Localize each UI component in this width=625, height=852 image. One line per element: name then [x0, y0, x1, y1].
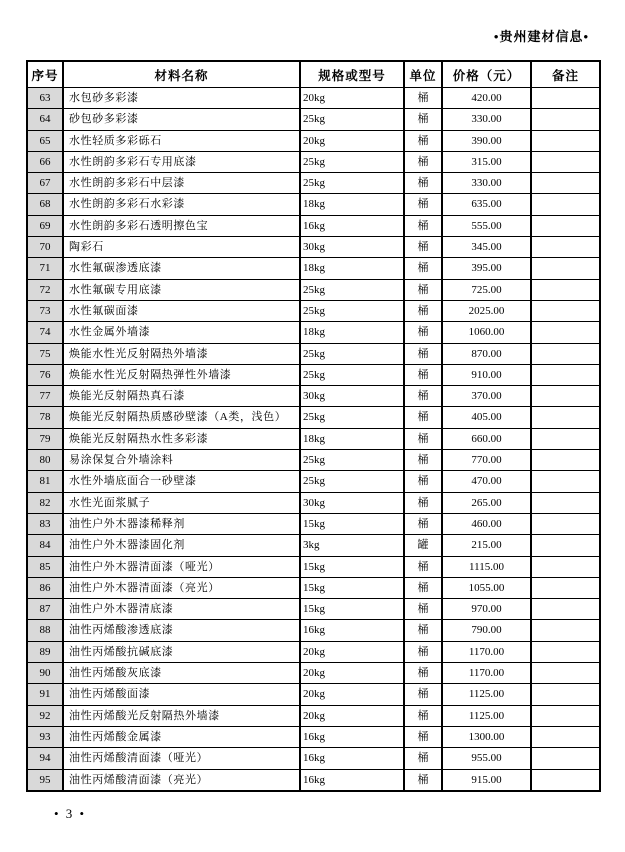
cell-no: 79: [27, 428, 63, 449]
cell-unit: 桶: [404, 684, 442, 705]
cell-spec: 15kg: [300, 577, 404, 598]
cell-name: 焕能光反射隔热水性多彩漆: [63, 428, 300, 449]
cell-no: 68: [27, 194, 63, 215]
cell-unit: 桶: [404, 428, 442, 449]
cell-note: [531, 492, 600, 513]
cell-name: 水性轻质多彩砾石: [63, 130, 300, 151]
cell-spec: 16kg: [300, 769, 404, 791]
cell-name: 水性朗韵多彩石专用底漆: [63, 151, 300, 172]
materials-price-table: [26, 60, 601, 792]
cell-unit: 桶: [404, 577, 442, 598]
cell-no: 78: [27, 407, 63, 428]
cell-no: 76: [27, 364, 63, 385]
cell-price: 1300.00: [442, 726, 531, 747]
cell-price: 635.00: [442, 194, 531, 215]
table-row: [27, 322, 600, 343]
cell-unit: 桶: [404, 513, 442, 534]
cell-unit: 桶: [404, 663, 442, 684]
cell-no: 89: [27, 641, 63, 662]
cell-no: 94: [27, 748, 63, 769]
table-row: [27, 364, 600, 385]
cell-note: [531, 535, 600, 556]
cell-name: 水性氟碳渗透底漆: [63, 258, 300, 279]
table-row: [27, 492, 600, 513]
cell-spec: 15kg: [300, 599, 404, 620]
cell-unit: 桶: [404, 109, 442, 130]
cell-name: 水性氟碳面漆: [63, 300, 300, 321]
masthead-title: •贵州建材信息•: [493, 29, 589, 44]
cell-note: [531, 556, 600, 577]
cell-note: [531, 300, 600, 321]
cell-name: 油性户外木器漆稀释剂: [63, 513, 300, 534]
cell-note: [531, 471, 600, 492]
table-row: [27, 450, 600, 471]
cell-no: 74: [27, 322, 63, 343]
cell-price: 315.00: [442, 151, 531, 172]
table-row: [27, 407, 600, 428]
cell-note: [531, 705, 600, 726]
cell-unit: 桶: [404, 88, 442, 109]
cell-note: [531, 748, 600, 769]
table-row: [27, 109, 600, 130]
cell-no: 87: [27, 599, 63, 620]
table-body: [27, 88, 600, 791]
cell-price: 1125.00: [442, 684, 531, 705]
cell-note: [531, 599, 600, 620]
cell-price: 1125.00: [442, 705, 531, 726]
cell-unit: 桶: [404, 173, 442, 194]
cell-name: 水性朗韵多彩石中层漆: [63, 173, 300, 194]
cell-spec: 20kg: [300, 130, 404, 151]
cell-spec: 25kg: [300, 364, 404, 385]
cell-spec: 25kg: [300, 279, 404, 300]
cell-name: 油性丙烯酸清面漆（亮光）: [63, 769, 300, 791]
cell-name: 油性户外木器清面漆（哑光）: [63, 556, 300, 577]
cell-price: 395.00: [442, 258, 531, 279]
table-row: [27, 215, 600, 236]
table-row: [27, 513, 600, 534]
cell-price: 420.00: [442, 88, 531, 109]
page-number: • 3 •: [54, 806, 87, 821]
cell-name: 油性户外木器清面漆（亮光）: [63, 577, 300, 598]
cell-unit: 桶: [404, 705, 442, 726]
table-row: [27, 173, 600, 194]
cell-price: 870.00: [442, 343, 531, 364]
cell-unit: 桶: [404, 343, 442, 364]
cell-name: 水性朗韵多彩石水彩漆: [63, 194, 300, 215]
cell-note: [531, 663, 600, 684]
cell-spec: 25kg: [300, 300, 404, 321]
cell-no: 82: [27, 492, 63, 513]
cell-note: [531, 726, 600, 747]
cell-spec: 25kg: [300, 151, 404, 172]
cell-note: [531, 343, 600, 364]
table-row: [27, 599, 600, 620]
table-row: [27, 471, 600, 492]
cell-no: 86: [27, 577, 63, 598]
cell-price: 910.00: [442, 364, 531, 385]
table-row: [27, 620, 600, 641]
cell-unit: 桶: [404, 726, 442, 747]
cell-price: 265.00: [442, 492, 531, 513]
cell-unit: 桶: [404, 492, 442, 513]
cell-unit: 桶: [404, 620, 442, 641]
table-row: [27, 258, 600, 279]
table-row: [27, 300, 600, 321]
cell-note: [531, 407, 600, 428]
cell-spec: 16kg: [300, 215, 404, 236]
cell-spec: 15kg: [300, 513, 404, 534]
cell-unit: 桶: [404, 556, 442, 577]
col-header-price: 价格（元）: [442, 61, 531, 88]
cell-price: 1115.00: [442, 556, 531, 577]
cell-spec: 18kg: [300, 194, 404, 215]
table-row: [27, 641, 600, 662]
cell-spec: 18kg: [300, 322, 404, 343]
col-header-note: 备注: [531, 61, 600, 88]
cell-no: 91: [27, 684, 63, 705]
table-row: [27, 684, 600, 705]
cell-price: 1060.00: [442, 322, 531, 343]
cell-name: 水性光面浆腻子: [63, 492, 300, 513]
cell-name: 焕能光反射隔热真石漆: [63, 386, 300, 407]
col-header-spec: 规格或型号: [300, 61, 404, 88]
cell-spec: 16kg: [300, 726, 404, 747]
cell-note: [531, 194, 600, 215]
cell-name: 水性外墙底面合一砂壁漆: [63, 471, 300, 492]
cell-price: 405.00: [442, 407, 531, 428]
cell-no: 90: [27, 663, 63, 684]
cell-price: 1170.00: [442, 641, 531, 662]
cell-note: [531, 237, 600, 258]
cell-price: 330.00: [442, 173, 531, 194]
cell-unit: 桶: [404, 215, 442, 236]
cell-spec: 20kg: [300, 663, 404, 684]
table-row: [27, 386, 600, 407]
cell-price: 955.00: [442, 748, 531, 769]
table-row: [27, 428, 600, 449]
cell-note: [531, 450, 600, 471]
cell-no: 95: [27, 769, 63, 791]
cell-name: 水性朗韵多彩石透明擦色宝: [63, 215, 300, 236]
cell-note: [531, 258, 600, 279]
cell-note: [531, 364, 600, 385]
table-row: [27, 748, 600, 769]
cell-price: 370.00: [442, 386, 531, 407]
table-row: [27, 279, 600, 300]
cell-unit: 桶: [404, 599, 442, 620]
cell-unit: 桶: [404, 300, 442, 321]
cell-no: 70: [27, 237, 63, 258]
cell-unit: 桶: [404, 769, 442, 791]
cell-unit: 桶: [404, 130, 442, 151]
cell-no: 85: [27, 556, 63, 577]
cell-spec: 25kg: [300, 450, 404, 471]
cell-price: 725.00: [442, 279, 531, 300]
header-row: [27, 61, 600, 88]
table-row: [27, 194, 600, 215]
cell-unit: 桶: [404, 364, 442, 385]
cell-name: 陶彩石: [63, 237, 300, 258]
cell-name: 焕能水性光反射隔热弹性外墙漆: [63, 364, 300, 385]
cell-note: [531, 109, 600, 130]
cell-name: 油性丙烯酸清面漆（哑光）: [63, 748, 300, 769]
cell-no: 88: [27, 620, 63, 641]
table-row: [27, 130, 600, 151]
cell-no: 92: [27, 705, 63, 726]
cell-spec: 25kg: [300, 343, 404, 364]
cell-no: 66: [27, 151, 63, 172]
cell-spec: 18kg: [300, 428, 404, 449]
cell-no: 93: [27, 726, 63, 747]
cell-unit: 桶: [404, 641, 442, 662]
cell-no: 64: [27, 109, 63, 130]
cell-no: 67: [27, 173, 63, 194]
cell-name: 砂包砂多彩漆: [63, 109, 300, 130]
cell-price: 460.00: [442, 513, 531, 534]
cell-unit: 桶: [404, 748, 442, 769]
cell-no: 69: [27, 215, 63, 236]
cell-spec: 15kg: [300, 556, 404, 577]
cell-spec: 25kg: [300, 471, 404, 492]
cell-no: 72: [27, 279, 63, 300]
cell-no: 80: [27, 450, 63, 471]
cell-note: [531, 151, 600, 172]
cell-spec: 30kg: [300, 492, 404, 513]
cell-note: [531, 130, 600, 151]
cell-price: 555.00: [442, 215, 531, 236]
cell-spec: 30kg: [300, 237, 404, 258]
cell-note: [531, 513, 600, 534]
table-row: [27, 663, 600, 684]
cell-name: 水性金属外墙漆: [63, 322, 300, 343]
cell-price: 2025.00: [442, 300, 531, 321]
cell-price: 660.00: [442, 428, 531, 449]
cell-no: 81: [27, 471, 63, 492]
cell-price: 470.00: [442, 471, 531, 492]
cell-price: 1170.00: [442, 663, 531, 684]
cell-name: 油性丙烯酸光反射隔热外墙漆: [63, 705, 300, 726]
cell-note: [531, 173, 600, 194]
cell-name: 油性丙烯酸灰底漆: [63, 663, 300, 684]
cell-no: 83: [27, 513, 63, 534]
table-row: [27, 343, 600, 364]
cell-unit: 桶: [404, 471, 442, 492]
cell-note: [531, 684, 600, 705]
cell-no: 65: [27, 130, 63, 151]
cell-note: [531, 620, 600, 641]
cell-price: 390.00: [442, 130, 531, 151]
cell-spec: 25kg: [300, 173, 404, 194]
cell-price: 790.00: [442, 620, 531, 641]
table-row: [27, 151, 600, 172]
table-row: [27, 769, 600, 791]
cell-name: 油性丙烯酸渗透底漆: [63, 620, 300, 641]
cell-spec: 16kg: [300, 620, 404, 641]
cell-unit: 桶: [404, 450, 442, 471]
cell-spec: 20kg: [300, 684, 404, 705]
cell-spec: 16kg: [300, 748, 404, 769]
cell-name: 油性户外木器漆固化剂: [63, 535, 300, 556]
table-row: [27, 88, 600, 109]
cell-unit: 桶: [404, 407, 442, 428]
cell-spec: 20kg: [300, 641, 404, 662]
cell-unit: 桶: [404, 279, 442, 300]
cell-name: 水性氟碳专用底漆: [63, 279, 300, 300]
table-header: [27, 61, 600, 88]
cell-note: [531, 641, 600, 662]
cell-spec: 3kg: [300, 535, 404, 556]
cell-unit: 桶: [404, 258, 442, 279]
cell-price: 770.00: [442, 450, 531, 471]
cell-unit: 桶: [404, 237, 442, 258]
col-header-no: 序号: [27, 61, 63, 88]
cell-spec: 30kg: [300, 386, 404, 407]
cell-unit: 桶: [404, 322, 442, 343]
cell-note: [531, 428, 600, 449]
cell-name: 水包砂多彩漆: [63, 88, 300, 109]
cell-unit: 罐: [404, 535, 442, 556]
cell-name: 油性丙烯酸抗碱底漆: [63, 641, 300, 662]
cell-spec: 25kg: [300, 109, 404, 130]
cell-no: 63: [27, 88, 63, 109]
cell-note: [531, 769, 600, 791]
cell-note: [531, 577, 600, 598]
table-row: [27, 237, 600, 258]
cell-note: [531, 279, 600, 300]
cell-price: 915.00: [442, 769, 531, 791]
cell-no: 75: [27, 343, 63, 364]
cell-no: 73: [27, 300, 63, 321]
cell-price: 1055.00: [442, 577, 531, 598]
table-row: [27, 726, 600, 747]
cell-spec: 20kg: [300, 705, 404, 726]
table-row: [27, 577, 600, 598]
cell-note: [531, 386, 600, 407]
table-row: [27, 705, 600, 726]
cell-price: 215.00: [442, 535, 531, 556]
cell-spec: 25kg: [300, 407, 404, 428]
cell-unit: 桶: [404, 386, 442, 407]
cell-no: 71: [27, 258, 63, 279]
cell-name: 焕能水性光反射隔热外墙漆: [63, 343, 300, 364]
cell-no: 77: [27, 386, 63, 407]
col-header-name: 材料名称: [63, 61, 300, 88]
cell-name: 油性丙烯酸面漆: [63, 684, 300, 705]
cell-price: 345.00: [442, 237, 531, 258]
cell-name: 油性户外木器清底漆: [63, 599, 300, 620]
cell-note: [531, 215, 600, 236]
cell-note: [531, 88, 600, 109]
cell-name: 易涂保复合外墙涂料: [63, 450, 300, 471]
cell-unit: 桶: [404, 151, 442, 172]
table-row: [27, 535, 600, 556]
col-header-unit: 单位: [404, 61, 442, 88]
cell-no: 84: [27, 535, 63, 556]
cell-price: 970.00: [442, 599, 531, 620]
table-row: [27, 556, 600, 577]
cell-unit: 桶: [404, 194, 442, 215]
cell-name: 油性丙烯酸金属漆: [63, 726, 300, 747]
cell-name: 焕能光反射隔热质感砂壁漆（A类，浅色）: [63, 407, 300, 428]
cell-note: [531, 322, 600, 343]
cell-price: 330.00: [442, 109, 531, 130]
cell-spec: 20kg: [300, 88, 404, 109]
cell-spec: 18kg: [300, 258, 404, 279]
